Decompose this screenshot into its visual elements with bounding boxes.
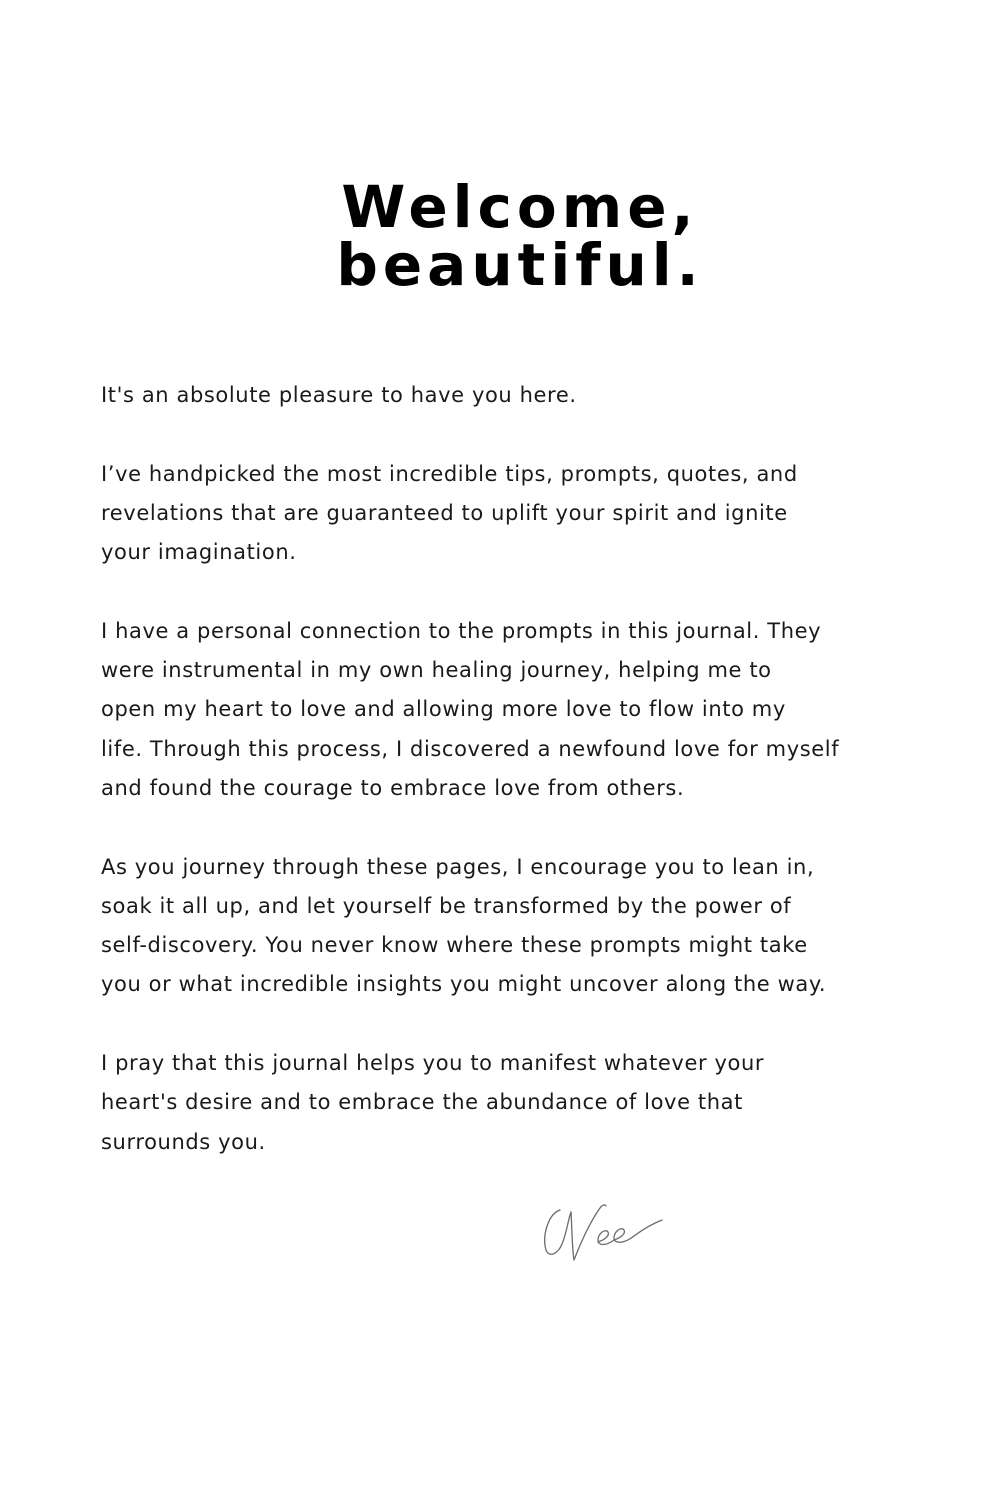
- paragraph-prayer: I pray that this journal helps you to manifest whatever your heart's desire and to embrace the abundance of love that surrounds you.: [101, 1051, 765, 1154]
- paragraph-handpicked: I’ve handpicked the most incredible tips, prompts, quotes, and revelations that are guaranteed to uplift your spirit and ignite your imagination.: [101, 461, 798, 565]
- signature-vee: [538, 1198, 668, 1268]
- paragraph-personal-connection: I have a personal connection to the prompts in this journal. They were instrumental in my own healing journey, helping me to open my heart to love and allowing more love to flow into my life. Through this process, I discovered a newfound love for myself and found the courage to embrace love from others.: [101, 618, 840, 800]
- welcome-letter-body: [101, 376, 911, 1201]
- paragraph-journey: As you journey through these pages, I encourage you to lean in, soak it all up, and let yourself be transformed by the power of self-discovery. You never know where these prompts might take you or what incredible insights you might uncover along the way.: [101, 854, 827, 997]
- title-line-2: beautiful.: [336, 231, 704, 299]
- page-title: [0, 173, 1000, 299]
- paragraph-greeting: It's an absolute pleasure to have you here.: [101, 383, 577, 407]
- title-line-1: Welcome,: [341, 173, 699, 241]
